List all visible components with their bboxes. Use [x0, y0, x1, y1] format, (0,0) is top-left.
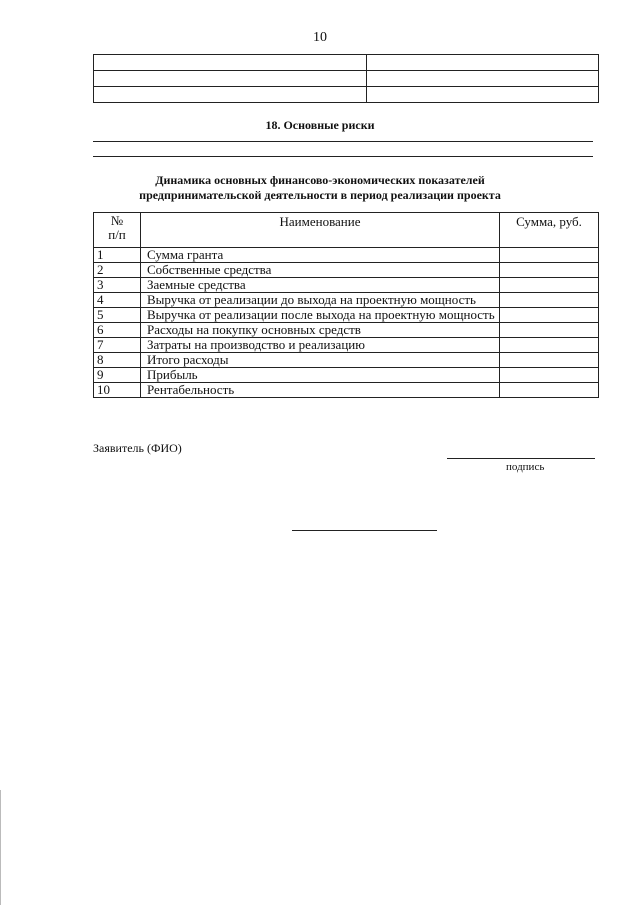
- row-number: 6: [94, 323, 141, 338]
- scan-edge: [0, 790, 1, 905]
- table-row: [94, 278, 599, 293]
- table-row: [94, 55, 599, 71]
- row-sum: [500, 278, 599, 293]
- table-cell: [367, 55, 599, 71]
- dynamics-title: [0, 173, 640, 203]
- row-name: Итого расходы: [141, 353, 500, 368]
- separator-line: [292, 530, 437, 531]
- row-name: Выручка от реализации после выхода на проектную мощность: [141, 308, 500, 323]
- table-row: [94, 293, 599, 308]
- row-sum: [500, 308, 599, 323]
- row-sum: [500, 383, 599, 398]
- row-name: Прибыль: [141, 368, 500, 383]
- row-number: 7: [94, 338, 141, 353]
- row-name: Сумма гранта: [141, 248, 500, 263]
- financial-indicators-table: [93, 212, 599, 398]
- table-row: [94, 71, 599, 87]
- table-row: [94, 338, 599, 353]
- table-cell: [367, 87, 599, 103]
- table-row: [94, 368, 599, 383]
- table-header-row: [94, 213, 599, 248]
- row-sum: [500, 338, 599, 353]
- row-number: 4: [94, 293, 141, 308]
- row-name: Заемные средства: [141, 278, 500, 293]
- table-row: [94, 87, 599, 103]
- row-sum: [500, 368, 599, 383]
- signature-caption: подпись: [506, 461, 545, 473]
- applicant-label: Заявитель (ФИО): [93, 441, 182, 455]
- table-row: [94, 248, 599, 263]
- table-row: [94, 263, 599, 278]
- row-number: 3: [94, 278, 141, 293]
- table-cell: [94, 71, 367, 87]
- row-sum: [500, 263, 599, 278]
- dynamics-title-line-1: Динамика основных финансово-экономических показателей: [155, 173, 485, 187]
- row-name: Расходы на покупку основных средств: [141, 323, 500, 338]
- column-header-sum: Сумма, руб.: [500, 213, 599, 248]
- table-row: [94, 353, 599, 368]
- table-row: [94, 383, 599, 398]
- row-name: Рентабельность: [141, 383, 500, 398]
- row-name: Затраты на производство и реализацию: [141, 338, 500, 353]
- row-name: Собственные средства: [141, 263, 500, 278]
- table-row: [94, 323, 599, 338]
- row-number: 8: [94, 353, 141, 368]
- row-sum: [500, 323, 599, 338]
- table-row: [94, 308, 599, 323]
- row-sum: [500, 293, 599, 308]
- row-name: Выручка от реализации до выхода на проектную мощность: [141, 293, 500, 308]
- row-number: 2: [94, 263, 141, 278]
- table-cell: [367, 71, 599, 87]
- row-number: 9: [94, 368, 141, 383]
- row-sum: [500, 353, 599, 368]
- risks-line-2: [93, 156, 593, 157]
- page-number: 10: [313, 30, 327, 45]
- table-cell: [94, 87, 367, 103]
- row-number: 1: [94, 248, 141, 263]
- risks-line-1: [93, 141, 593, 142]
- column-header-number: № п/п: [94, 213, 141, 248]
- row-number: 10: [94, 383, 141, 398]
- dynamics-title-line-2: предпринимательской деятельности в период реализации проекта: [139, 188, 501, 202]
- risks-section-title: 18. Основные риски: [265, 118, 375, 132]
- row-sum: [500, 248, 599, 263]
- table-cell: [94, 55, 367, 71]
- column-header-name: Наименование: [141, 213, 500, 248]
- row-number: 5: [94, 308, 141, 323]
- continuation-table: [93, 54, 599, 103]
- signature-line: [447, 458, 595, 459]
